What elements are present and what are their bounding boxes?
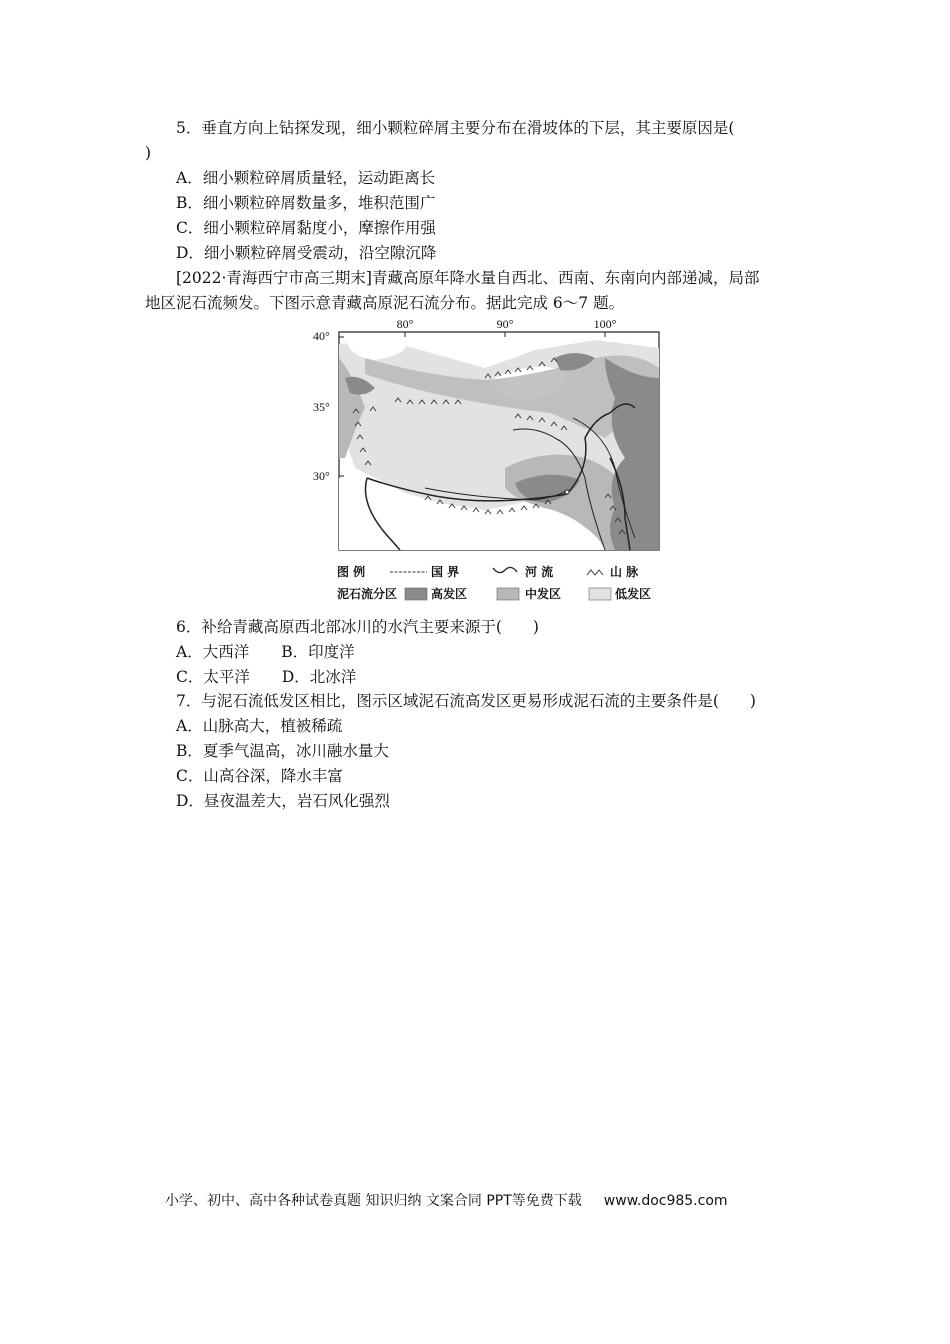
legend-low-swatch	[589, 588, 611, 600]
map-legend	[337, 564, 651, 601]
q6-options-row2	[176, 667, 356, 687]
q6-option-a: A．大西洋	[176, 643, 250, 661]
q6-stem: 6．补给青藏高原西北部冰川的水汽主要来源于( )	[176, 618, 539, 636]
q5-option-d: D．细小颗粒碎屑受震动，沿空隙沉降	[176, 244, 437, 262]
q7-option-a: A．山脉高大，植被稀疏	[176, 717, 343, 735]
legend-river-swatch	[493, 567, 517, 572]
legend-high-label: 高发区	[431, 587, 468, 601]
q6-option-d: D．北冰洋	[281, 668, 357, 686]
debris-flow-map	[305, 318, 675, 608]
legend-low-label: 低发区	[615, 587, 652, 601]
intro-line-2: 地区泥石流频发。下图示意青藏高原泥石流分布。据此完成 6～7 题。	[145, 294, 625, 312]
lat-label-30: 30°	[313, 469, 330, 483]
q6-option-c: C．太平洋	[176, 668, 250, 686]
legend-mid-label: 中发区	[525, 587, 562, 601]
q7-stem: 7．与泥石流低发区相比，图示区域泥石流高发区更易形成泥石流的主要条件是( )	[176, 692, 756, 710]
legend-border-label: 国 界	[431, 565, 460, 579]
q5-stem-end: )	[145, 144, 152, 162]
lon-label-90: 90°	[496, 318, 514, 331]
legend-river-label: 河 流	[525, 565, 554, 579]
lat-label-40: 40°	[313, 329, 330, 343]
q7-option-c: C．山高谷深，降水丰富	[176, 767, 343, 785]
footer-text: 小学、初中、高中各种试卷真题 知识归纳 文案合同 PPT等免费下载	[165, 1193, 582, 1209]
intro-line-1: [2022·青海西宁市高三期末]青藏高原年降水量自西北、西南、东南向内部递减，局部	[176, 269, 760, 287]
q5-option-c: C．细小颗粒碎屑黏度小，摩擦作用强	[176, 219, 436, 237]
footer-site-link[interactable]: www.doc985.com	[603, 1193, 728, 1209]
q5-stem: 5．垂直方向上钻探发现，细小颗粒碎屑主要分布在滑坡体的下层，其主要原因是(	[176, 119, 735, 137]
legend-high-swatch	[405, 588, 427, 600]
legend-zone-title: 泥石流分区	[337, 587, 398, 601]
page-footer	[165, 1190, 728, 1210]
q7-option-b: B．夏季气温高，冰川融水量大	[176, 742, 389, 760]
q5-option-b: B．细小颗粒碎屑数量多，堆积范围广	[176, 194, 436, 212]
lon-label-100: 100°	[593, 318, 617, 331]
legend-mountain-swatch	[587, 570, 603, 575]
legend-title: 图 例	[337, 565, 366, 579]
lat-label-35: 35°	[313, 400, 330, 414]
legend-mountain-label: 山 脉	[610, 565, 639, 579]
q7-option-d: D．昼夜温差大，岩石风化强烈	[176, 792, 390, 810]
q5-option-a: A．细小颗粒碎屑质量轻，运动距离长	[176, 169, 436, 187]
q6-options-row1	[176, 642, 355, 662]
lon-label-80: 80°	[396, 318, 414, 331]
q6-option-b: B．印度洋	[281, 643, 355, 661]
legend-mid-swatch	[497, 588, 519, 600]
